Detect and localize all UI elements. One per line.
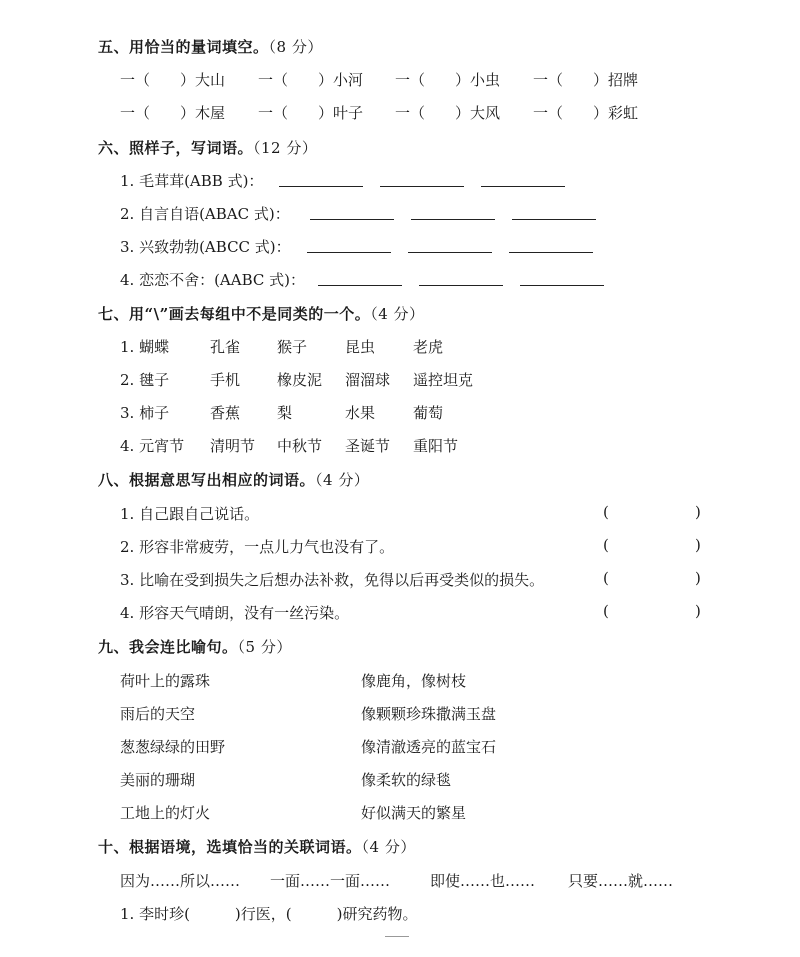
word-group-item[interactable]: 重阳节	[413, 437, 459, 455]
conjunction-option: 即使……也……	[430, 872, 536, 890]
pattern-item	[120, 269, 305, 290]
simile-subject[interactable]: 葱葱绿绿的田野	[120, 738, 226, 756]
answer-blank[interactable]	[408, 238, 492, 253]
section-9-title	[98, 636, 292, 657]
pattern-prompt: 1. 毛茸茸(ABB 式)：	[120, 172, 264, 190]
section-title-text: 九、我会连比喻句。	[98, 638, 238, 656]
pattern-item	[120, 236, 291, 257]
section-points: （4 分）	[361, 838, 416, 856]
simile-comparison[interactable]: 像清澈透亮的蓝宝石	[361, 738, 497, 756]
measure-word-item: 一（ ）木屋	[120, 104, 226, 122]
word-group-item[interactable]: 溜溜球	[345, 371, 391, 389]
answer-blank[interactable]	[279, 172, 363, 187]
section-title-text: 八、根据意思写出相应的词语。	[98, 471, 316, 489]
simile-comparison[interactable]: 好似满天的繁星	[361, 804, 467, 822]
answer-blank[interactable]	[520, 271, 604, 286]
word-group-item[interactable]: 老虎	[413, 338, 444, 356]
conjunction-option: 一面……一面……	[270, 872, 391, 890]
section-title-text: 七、用“\”画去每组中不是同类的一个。	[98, 305, 371, 323]
answer-paren-open: (	[603, 536, 609, 554]
section-title-text: 五、用恰当的量词填空。	[98, 38, 269, 56]
measure-word-item: 一（ ）小虫	[395, 71, 501, 89]
word-group-item[interactable]: 3. 柿子	[120, 404, 170, 422]
word-group-item[interactable]: 水果	[345, 404, 376, 422]
conjunction-option: 只要……就……	[568, 872, 674, 890]
word-group-item[interactable]: 橡皮泥	[277, 371, 323, 389]
answer-blank[interactable]	[512, 205, 596, 220]
measure-word-item: 一（ ）招牌	[533, 71, 639, 89]
page-divider	[385, 936, 409, 947]
conjunction-question: 1. 李时珍( )行医，( )研究药物。	[120, 905, 418, 923]
word-group-item[interactable]: 遥控坦克	[413, 371, 474, 389]
pattern-item	[120, 203, 290, 224]
pattern-prompt: 2. 自言自语(ABAC 式)：	[120, 205, 290, 223]
answer-paren-open: (	[603, 503, 609, 521]
answer-paren-open: (	[603, 602, 609, 620]
word-group-item[interactable]: 手机	[210, 371, 241, 389]
word-group-item[interactable]: 孔雀	[210, 338, 241, 356]
measure-word-item: 一（ ）大风	[395, 104, 501, 122]
answer-paren-close: )	[695, 569, 701, 587]
section-points: （4 分）	[370, 305, 425, 323]
word-group-item[interactable]: 中秋节	[277, 437, 323, 455]
answer-paren-open: (	[603, 569, 609, 587]
section-points: （12 分）	[253, 139, 318, 157]
word-group-item[interactable]: 4. 元宵节	[120, 437, 185, 455]
section-10-title	[98, 836, 416, 857]
simile-comparison[interactable]: 像柔软的绿毯	[361, 771, 452, 789]
answer-paren-close: )	[695, 503, 701, 521]
section-points: （4 分）	[315, 471, 370, 489]
section-title-text: 十、根据语境，选填恰当的关联词语。	[98, 838, 362, 856]
conjunction-option: 因为……所以……	[120, 872, 241, 890]
section-6-title	[98, 137, 317, 158]
answer-blank[interactable]	[509, 238, 593, 253]
simile-subject[interactable]: 美丽的珊瑚	[120, 771, 196, 789]
definition-item: 3. 比喻在受到损失之后想办法补救，免得以后再受类似的损失。	[120, 571, 545, 589]
answer-blank[interactable]	[318, 271, 402, 286]
pattern-prompt: 4. 恋恋不舍：(AABC 式)：	[120, 271, 305, 289]
word-group-item[interactable]: 梨	[277, 404, 293, 422]
measure-word-item: 一（ ）大山	[120, 71, 226, 89]
pattern-item	[120, 170, 263, 191]
measure-word-item: 一（ ）叶子	[258, 104, 364, 122]
answer-blank[interactable]	[307, 238, 391, 253]
definition-item: 4. 形容天气晴朗，没有一丝污染。	[120, 604, 350, 622]
section-7-title	[98, 303, 425, 324]
word-group-item[interactable]: 1. 蝴蝶	[120, 338, 170, 356]
word-group-item[interactable]: 昆虫	[345, 338, 376, 356]
word-group-item[interactable]: 圣诞节	[345, 437, 391, 455]
simile-comparison[interactable]: 像颗颗珍珠撒满玉盘	[361, 705, 497, 723]
word-group-item[interactable]: 香蕉	[210, 404, 241, 422]
section-title-text: 六、照样子，写词语。	[98, 139, 254, 157]
section-8-title	[98, 469, 369, 490]
section-points: （8 分）	[268, 38, 323, 56]
measure-word-item: 一（ ）小河	[258, 71, 364, 89]
answer-blank[interactable]	[310, 205, 394, 220]
answer-blank[interactable]	[411, 205, 495, 220]
word-group-item[interactable]: 猴子	[277, 338, 308, 356]
simile-subject[interactable]: 雨后的天空	[120, 705, 196, 723]
pattern-prompt: 3. 兴致勃勃(ABCC 式)：	[120, 238, 291, 256]
answer-blank[interactable]	[419, 271, 503, 286]
word-group-item[interactable]: 清明节	[210, 437, 256, 455]
simile-subject[interactable]: 荷叶上的露珠	[120, 672, 211, 690]
word-group-item[interactable]: 2. 毽子	[120, 371, 170, 389]
section-points: （5 分）	[237, 638, 292, 656]
measure-word-item: 一（ ）彩虹	[533, 104, 639, 122]
definition-item: 1. 自己跟自己说话。	[120, 505, 260, 523]
answer-paren-close: )	[695, 536, 701, 554]
simile-subject[interactable]: 工地上的灯火	[120, 804, 211, 822]
answer-blank[interactable]	[380, 172, 464, 187]
simile-comparison[interactable]: 像鹿角，像树枝	[361, 672, 467, 690]
word-group-item[interactable]: 葡萄	[413, 404, 444, 422]
section-5-title	[98, 36, 323, 57]
answer-paren-close: )	[695, 602, 701, 620]
definition-item: 2. 形容非常疲劳，一点儿力气也没有了。	[120, 538, 395, 556]
answer-blank[interactable]	[481, 172, 565, 187]
